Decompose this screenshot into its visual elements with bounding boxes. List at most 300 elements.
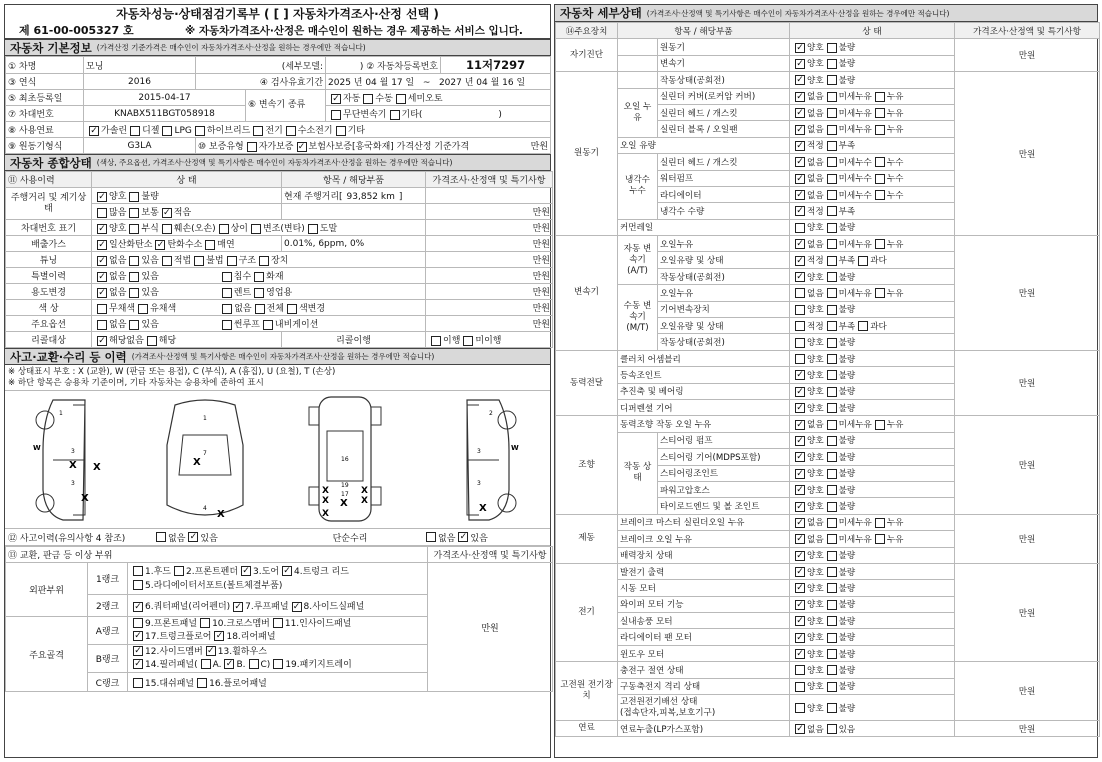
trans-semi-checkbox[interactable] (396, 94, 406, 104)
sunroof-checkbox[interactable] (222, 320, 232, 330)
detail-5-opt2-checkbox[interactable] (875, 125, 885, 135)
recall-label: 리콜대상 (6, 332, 92, 348)
sunroof-label: 썬루프 (233, 320, 260, 330)
pillar-panel-checkbox[interactable]: ✓ (134, 659, 142, 669)
device-group-label: 제동 (556, 514, 618, 563)
detail-17-state (790, 318, 955, 334)
detail-item-label (618, 367, 790, 383)
color-none-checkbox[interactable] (222, 304, 232, 314)
detail-31-opt1-checkbox[interactable] (827, 551, 837, 561)
detail-20-opt1-checkbox[interactable] (827, 370, 837, 380)
detail-7-opt1-checkbox[interactable] (827, 157, 837, 167)
detail-17-opt2-checkbox[interactable] (858, 321, 868, 331)
detail-40-opt0-checkbox[interactable] (795, 703, 805, 713)
rank2-label: 2랭크 (88, 595, 128, 617)
detail-38-opt0-checkbox[interactable] (795, 665, 805, 675)
detail-20-opt0-checkbox[interactable]: ✓ (796, 370, 804, 381)
detail-28-opt1-checkbox[interactable] (827, 502, 837, 512)
svg-text:2: 2 (489, 410, 493, 417)
stolen-label: 도말 (319, 224, 338, 234)
tuning-illegal-label: 불법 (206, 256, 224, 266)
detail-4-opt2-checkbox[interactable] (875, 108, 885, 118)
detail-25-opt0-checkbox[interactable]: ✓ (796, 452, 804, 463)
wheel-house-checkbox[interactable]: ✓ (207, 646, 215, 656)
detail-8-state (790, 170, 955, 186)
door-checkbox[interactable]: ✓ (242, 566, 250, 576)
car-top-diagram (155, 395, 255, 525)
detail-item-label (618, 547, 790, 563)
recall-none-checkbox[interactable]: ✓ (98, 335, 106, 346)
svg-text:X: X (69, 460, 77, 471)
svg-text:X: X (193, 457, 201, 468)
trans-auto-checkbox[interactable]: ✓ (332, 93, 340, 104)
side-member-checkbox[interactable]: ✓ (134, 646, 142, 656)
detail-17-opt1-checkbox[interactable] (827, 321, 837, 331)
chromatic-checkbox[interactable] (138, 304, 148, 314)
mileage-bad-checkbox[interactable] (129, 192, 139, 202)
detail-35-opt0-checkbox[interactable]: ✓ (796, 616, 804, 627)
device-group-label: 원동기 (556, 72, 618, 236)
trans-manual-checkbox[interactable] (363, 94, 373, 104)
detail-3-opt1-checkbox[interactable] (827, 92, 837, 102)
navi-checkbox[interactable] (263, 320, 273, 330)
detail-29-opt1-checkbox[interactable] (827, 518, 837, 528)
pillar-c-checkbox[interactable] (249, 659, 259, 669)
detail-row (556, 236, 1100, 252)
detail-14-opt1-checkbox[interactable] (827, 272, 837, 282)
mileage-value: 93,852 km (346, 192, 395, 202)
smoke-checkbox[interactable] (205, 240, 215, 250)
roof-panel-label: 7.루프패널 (245, 602, 289, 612)
vin-modified-checkbox[interactable] (251, 224, 261, 234)
detail-25-opt1-checkbox[interactable] (827, 452, 837, 462)
business-label: 영업용 (266, 288, 293, 298)
detail-9-opt1-checkbox[interactable] (827, 190, 837, 200)
detail-2-state (790, 72, 955, 88)
tuning-none-checkbox[interactable]: ✓ (98, 255, 106, 266)
detail-item-label: 오일유량 및 상태 (658, 318, 790, 334)
hood-checkbox[interactable] (133, 566, 143, 576)
front-panel-label: 9.프론트패널 (145, 618, 198, 629)
detail-22-opt1-checkbox[interactable] (827, 403, 837, 413)
detail-32-opt0-checkbox[interactable]: ✓ (796, 567, 804, 578)
special-exists-label: 있음 (141, 272, 159, 282)
svg-text:3: 3 (477, 480, 481, 487)
detail-33-opt1-checkbox[interactable] (827, 583, 837, 593)
detail-13-opt2-checkbox[interactable] (858, 256, 868, 266)
fuel-electric-label: 전기 (265, 126, 283, 136)
first-reg-value: 2015-04-17 (84, 90, 246, 106)
color-change-checkbox[interactable] (287, 304, 297, 314)
detail-21-opt1-checkbox[interactable] (827, 387, 837, 397)
basic-info-title: 자동차 기본정보 (10, 40, 92, 55)
detail-4-opt1-checkbox[interactable] (827, 108, 837, 118)
recall-done-checkbox[interactable] (431, 336, 441, 346)
detail-6-opt0-checkbox[interactable]: ✓ (796, 140, 804, 151)
detail-5-opt0-checkbox[interactable]: ✓ (796, 124, 804, 135)
accident-none-label: 없음 (168, 533, 186, 544)
pillar-a-checkbox[interactable] (201, 659, 211, 669)
detail-36-opt1-checkbox[interactable] (827, 633, 837, 643)
side-member-label: 12.사이드멤버 (145, 646, 203, 657)
repair-none-checkbox[interactable] (426, 532, 436, 542)
detail-12-opt0-label: 없음 (807, 239, 824, 250)
detail-22-opt0-checkbox[interactable]: ✓ (796, 403, 804, 414)
inside-panel-checkbox[interactable] (273, 618, 283, 628)
sub-group-label: 자동 변속기 (A/T) (618, 236, 658, 285)
detail-row (556, 514, 1100, 530)
svg-text:1: 1 (59, 410, 63, 417)
fuel-lpg-label: LPG (174, 126, 192, 136)
detail-12-opt0-checkbox[interactable]: ✓ (796, 239, 804, 250)
fuel-hybrid-label: 하이브리드 (206, 126, 251, 136)
usage-exists-checkbox[interactable] (129, 288, 139, 298)
detail-7-opt0-checkbox[interactable]: ✓ (796, 157, 804, 168)
floor-panel-checkbox[interactable] (197, 678, 207, 688)
trans-etc-checkbox[interactable] (390, 110, 400, 120)
detail-22-state (790, 399, 955, 415)
detail-9-opt0-label: 없음 (807, 190, 824, 201)
option-none-checkbox[interactable] (97, 320, 107, 330)
detail-8-opt2-checkbox[interactable] (875, 174, 885, 184)
good-label: 양호 (109, 192, 127, 202)
detail-21-opt0-label: 양호 (807, 387, 824, 398)
svg-text:X: X (340, 498, 348, 509)
vin-corrosion-checkbox[interactable] (129, 224, 139, 234)
detail-39-opt1-checkbox[interactable] (827, 682, 837, 692)
detail-19-opt1-checkbox[interactable] (827, 354, 837, 364)
co-checkbox[interactable]: ✓ (98, 239, 106, 250)
detail-30-opt2-checkbox[interactable] (875, 534, 885, 544)
hc-checkbox[interactable]: ✓ (156, 239, 165, 250)
sub-group-label: 냉각수 누수 (618, 154, 658, 220)
co-label: 일산화탄소 (109, 240, 153, 250)
detail-9-opt0-checkbox[interactable]: ✓ (796, 190, 804, 201)
detail-8-opt0-checkbox[interactable]: ✓ (796, 173, 804, 184)
detail-9-opt2-checkbox[interactable] (875, 190, 885, 200)
detail-27-opt0-checkbox[interactable]: ✓ (796, 485, 804, 496)
accident-none-checkbox[interactable] (156, 532, 166, 542)
detail-24-opt1-checkbox[interactable] (827, 436, 837, 446)
mileage-good-checkbox[interactable]: ✓ (98, 191, 106, 202)
detail-item-label: 타이로드엔드 및 볼 조인트 (658, 498, 790, 514)
detail-table (555, 22, 1100, 737)
col-detail-state: 상 태 (790, 23, 955, 39)
detail-26-opt0-checkbox[interactable]: ✓ (796, 468, 804, 479)
trunk-floor-checkbox[interactable]: ✓ (134, 631, 142, 641)
doc-title-row (5, 5, 550, 22)
accident-header (5, 348, 550, 365)
detail-20-opt0-label: 양호 (807, 370, 824, 381)
detail-30-opt0-label: 없음 (807, 534, 824, 545)
model-value: 모닝 (84, 57, 196, 74)
detail-11-state (790, 219, 955, 235)
detail-12-opt2-checkbox[interactable] (875, 239, 885, 249)
replace-label: ⑬ 교환, 판금 등 이상 부위 (6, 547, 428, 563)
rear-panel-checkbox[interactable]: ✓ (215, 631, 224, 641)
detail-7-opt2-checkbox[interactable] (875, 157, 885, 167)
detail-13-opt0-checkbox[interactable]: ✓ (796, 255, 804, 266)
fuel-etc-checkbox[interactable] (336, 126, 346, 136)
warranty-self-checkbox[interactable] (247, 142, 257, 152)
outer-panel-label: 외판부위 (6, 563, 88, 617)
achromatic-checkbox[interactable] (97, 304, 107, 314)
tuning-device-label: 장치 (270, 256, 289, 266)
detail-2-opt0-checkbox[interactable]: ✓ (796, 75, 804, 86)
detail-15-opt0-label: 없음 (807, 288, 824, 299)
rent-label: 렌트 (233, 288, 252, 298)
detail-11-opt1-checkbox[interactable] (827, 223, 837, 233)
rank1-label: 1랭크 (88, 563, 128, 595)
detail-39-opt0-checkbox[interactable] (795, 682, 805, 692)
trunk-lid-checkbox[interactable]: ✓ (283, 566, 291, 576)
vin-mark-label: 차대번호 표기 (6, 220, 92, 236)
fuel-gasoline-label: 가솔린 (101, 126, 128, 136)
detail-28-opt0-checkbox[interactable]: ✓ (796, 501, 804, 512)
detail-11-opt0-label: 양호 (807, 223, 824, 234)
detail-price-unit: 만원 (955, 721, 1100, 737)
recall-none-label: 해당없음 (109, 336, 144, 346)
detail-37-opt1-checkbox[interactable] (827, 649, 837, 659)
tuning-illegal-checkbox[interactable] (194, 256, 204, 266)
price-basis-unit: 만원 (530, 142, 549, 152)
detail-15-opt1-checkbox[interactable] (827, 288, 837, 298)
detail-24-opt0-checkbox[interactable]: ✓ (796, 435, 804, 446)
detail-16-opt1-checkbox[interactable] (827, 305, 837, 315)
svg-text:3: 3 (71, 448, 75, 455)
pillar-a-label: A. (212, 659, 222, 670)
detail-13-opt0-label: 적정 (807, 256, 824, 267)
trans-manual-label: 수동 (375, 94, 393, 104)
detail-16-opt0-checkbox[interactable] (795, 305, 805, 315)
detail-18-opt1-checkbox[interactable] (827, 338, 837, 348)
detail-item-label (618, 531, 790, 547)
detail-34-state (790, 596, 955, 612)
recall-not-checkbox[interactable] (463, 336, 473, 346)
detail-item-label: 워터펌프 (658, 170, 790, 186)
fuel-hydrogen-checkbox[interactable] (286, 126, 296, 136)
rent-checkbox[interactable] (222, 288, 232, 298)
doc-title: 자동차성능·상태점검기록부 ( [ ] 자동차가격조사·산정 선택 ) (116, 7, 439, 21)
cross-member-checkbox[interactable] (200, 618, 210, 628)
device-group-label: 자기진단 (556, 39, 618, 72)
detail-item-label (618, 383, 790, 399)
flood-checkbox[interactable] (222, 272, 232, 282)
color-full-checkbox[interactable] (255, 304, 265, 314)
fuel-hydrogen-label: 수소전기 (297, 126, 333, 136)
detail-35-opt1-checkbox[interactable] (827, 616, 837, 626)
detail-29-opt2-checkbox[interactable] (875, 518, 885, 528)
detail-26-opt1-checkbox[interactable] (827, 469, 837, 479)
detail-item-label (618, 695, 790, 721)
front-panel-checkbox[interactable] (133, 618, 143, 628)
detail-4-opt0-checkbox[interactable]: ✓ (796, 108, 804, 119)
option-exists-checkbox[interactable] (129, 320, 139, 330)
detail-38-opt1-checkbox[interactable] (827, 665, 837, 675)
diff-label: 상이 (230, 224, 248, 234)
detail-item-text: 동력조향 작동 오일 누유 (620, 420, 712, 431)
mileage-normal-checkbox[interactable] (129, 208, 139, 218)
detail-35-state (790, 613, 955, 629)
detail-23-opt1-checkbox[interactable] (827, 420, 837, 430)
detail-13-opt1-checkbox[interactable] (827, 256, 837, 266)
svg-text:1: 1 (203, 415, 207, 422)
radiator-support-checkbox[interactable] (133, 580, 143, 590)
vin-stolen-checkbox[interactable] (308, 224, 318, 234)
detail-29-opt0-checkbox[interactable]: ✓ (796, 517, 804, 528)
detail-25-opt0-label: 양호 (807, 452, 824, 463)
tuning-label: 튜닝 (6, 252, 92, 268)
detail-40-opt1-checkbox[interactable] (827, 703, 837, 713)
detail-1-opt1-checkbox[interactable] (827, 59, 837, 69)
detail-14-opt0-label: 양호 (807, 272, 824, 283)
detail-item-text: 구동축전지 격리 상태 (620, 682, 701, 693)
tuning-device-checkbox[interactable] (259, 256, 269, 266)
fuel-gasoline-checkbox[interactable]: ✓ (90, 125, 98, 136)
detail-row (556, 416, 1100, 432)
detail-6-state (790, 137, 955, 153)
fender-checkbox[interactable] (174, 566, 184, 576)
roof-panel-checkbox[interactable]: ✓ (234, 601, 242, 612)
accident-title: 사고·교환·수리 등 이력 (10, 349, 127, 364)
valid-sep: ~ (422, 78, 431, 88)
detail-3-opt2-checkbox[interactable] (875, 92, 885, 102)
detail-34-opt1-checkbox[interactable] (827, 600, 837, 610)
fuel-diesel-checkbox[interactable] (130, 126, 140, 136)
detail-32-opt1-checkbox[interactable] (827, 567, 837, 577)
modified-label: 변조(변타) (262, 224, 305, 234)
svg-text:19: 19 (341, 482, 349, 489)
repair-exists-checkbox[interactable]: ✓ (459, 532, 468, 542)
detail-11-opt0-checkbox[interactable] (795, 223, 805, 233)
detail-21-opt0-checkbox[interactable]: ✓ (796, 386, 804, 397)
vin-good-checkbox[interactable]: ✓ (98, 223, 106, 234)
detail-31-opt0-checkbox[interactable]: ✓ (796, 550, 804, 561)
pillar-b-checkbox[interactable]: ✓ (225, 659, 234, 669)
chromatic-label: 유채색 (150, 304, 177, 314)
trans-auto-label: 자동 (343, 94, 361, 104)
detail-0-opt1-checkbox[interactable] (827, 43, 837, 53)
doc-number: 제 61-00-005327 호 (19, 24, 134, 37)
detail-41-opt0-checkbox[interactable]: ✓ (796, 724, 804, 735)
detail-12-opt1-checkbox[interactable] (827, 239, 837, 249)
detail-23-opt0-checkbox[interactable]: ✓ (796, 419, 804, 430)
detail-8-opt1-checkbox[interactable] (827, 174, 837, 184)
detail-6-opt1-checkbox[interactable] (827, 141, 837, 151)
detail-30-opt0-checkbox[interactable]: ✓ (796, 534, 804, 545)
fire-checkbox[interactable] (254, 272, 264, 282)
detail-5-opt0-label: 없음 (807, 125, 824, 136)
detail-19-opt0-checkbox[interactable] (795, 354, 805, 364)
accident-legend (5, 365, 550, 391)
detail-27-opt1-checkbox[interactable] (827, 485, 837, 495)
detail-41-opt1-label: 있음 (838, 724, 856, 735)
cross-member-label: 10.크로스멤버 (212, 618, 270, 629)
detail-14-opt0-checkbox[interactable]: ✓ (796, 272, 804, 283)
detail-item-label (618, 629, 790, 645)
detail-30-opt1-checkbox[interactable] (827, 534, 837, 544)
vin-good-label: 양호 (109, 224, 127, 234)
detail-23-opt2-checkbox[interactable] (875, 420, 885, 430)
detail-10-opt1-checkbox[interactable] (827, 206, 837, 216)
dash-panel-label: 15.대쉬패널 (145, 678, 195, 689)
detail-8-opt0-label: 없음 (807, 174, 824, 185)
detail-40-state (790, 695, 955, 721)
detail-34-opt0-checkbox[interactable]: ✓ (796, 599, 804, 610)
first-reg-label: ⑤ 최초등록일 (6, 90, 84, 106)
fuel-etc-label: 기타 (347, 126, 365, 136)
trans-cvt-checkbox[interactable] (331, 110, 341, 120)
fuel-hybrid-checkbox[interactable] (195, 126, 205, 136)
detail-33-opt0-checkbox[interactable]: ✓ (796, 583, 804, 594)
tuning-structure-checkbox[interactable] (227, 256, 237, 266)
usage-none-checkbox[interactable]: ✓ (98, 287, 106, 298)
detail-39-state (790, 678, 955, 694)
detail-5-opt1-checkbox[interactable] (827, 125, 837, 135)
detail-3-opt1-label: 미세누유 (838, 92, 872, 103)
detail-1-opt0-checkbox[interactable]: ✓ (796, 58, 804, 69)
detail-37-opt0-checkbox[interactable]: ✓ (796, 649, 804, 660)
dash-panel-checkbox[interactable] (133, 678, 143, 688)
recall-yes-checkbox[interactable] (147, 336, 157, 346)
detail-41-opt1-checkbox[interactable] (827, 724, 837, 734)
detail-6-opt0-label: 적정 (807, 141, 824, 152)
detail-16-state (790, 301, 955, 317)
detail-17-opt0-checkbox[interactable] (795, 321, 805, 331)
vin-diff-checkbox[interactable] (219, 224, 229, 234)
tuning-legal-checkbox[interactable] (162, 256, 172, 266)
option-label: 주요옵션 (6, 316, 92, 332)
mileage-text: 현재 주행거리[ (284, 192, 343, 202)
detail-10-opt1-label: 부족 (838, 206, 856, 217)
detail-15-opt2-checkbox[interactable] (875, 288, 885, 298)
side-sill-checkbox[interactable]: ✓ (292, 601, 301, 612)
tuning-exists-checkbox[interactable] (129, 256, 139, 266)
detail-3-opt0-label: 없음 (807, 92, 824, 103)
detail-item-label: 기어변속장치 (658, 301, 790, 317)
detail-item-text: 커먼레일 (620, 223, 654, 234)
detail-27-opt0-label: 양호 (807, 485, 824, 496)
detail-0-opt0-checkbox[interactable]: ✓ (796, 42, 804, 53)
mileage-few-checkbox[interactable]: ✓ (163, 207, 171, 218)
detail-8-opt2-label: 누수 (886, 174, 904, 185)
detail-15-opt0-checkbox[interactable] (795, 288, 805, 298)
mileage-many-checkbox[interactable] (97, 208, 107, 218)
business-checkbox[interactable] (254, 288, 264, 298)
car-left-side-diagram (23, 395, 113, 525)
detail-15-opt1-label: 미세누유 (838, 288, 872, 299)
detail-10-opt0-checkbox[interactable]: ✓ (796, 206, 804, 217)
detail-item-label: 스티어링 펌프 (658, 432, 790, 448)
detail-18-opt0-checkbox[interactable] (795, 338, 805, 348)
fuel-lpg-checkbox[interactable] (162, 126, 172, 136)
fuel-electric-checkbox[interactable] (253, 126, 263, 136)
detail-36-opt0-checkbox[interactable]: ✓ (796, 632, 804, 643)
detail-37-opt1-label: 불량 (838, 649, 856, 660)
package-tray-checkbox[interactable] (273, 659, 283, 669)
detail-2-opt1-checkbox[interactable] (827, 75, 837, 85)
quarter-panel-checkbox[interactable]: ✓ (134, 601, 142, 612)
warranty-ins-checkbox[interactable]: ✓ (297, 141, 306, 152)
special-none-checkbox[interactable]: ✓ (98, 271, 106, 282)
detail-4-opt1-label: 미세누유 (838, 108, 872, 119)
detail-22-opt0-label: 양호 (807, 403, 824, 414)
detail-3-opt0-checkbox[interactable]: ✓ (796, 91, 804, 102)
accident-exists-checkbox[interactable]: ✓ (189, 532, 198, 542)
vin-damage-checkbox[interactable] (162, 224, 172, 234)
detail-32-opt0-label: 양호 (807, 567, 824, 578)
special-exists-checkbox[interactable] (129, 272, 139, 282)
